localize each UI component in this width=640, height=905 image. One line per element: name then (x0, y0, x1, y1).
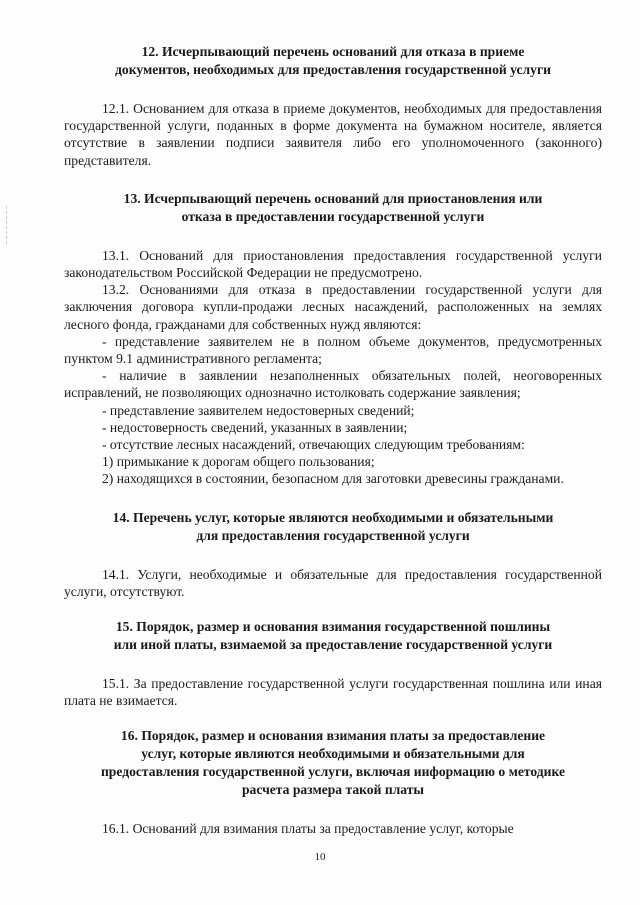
list-item: 2) находящихся в состоянии, безопасном для заготовки древесины гражданами. (102, 471, 564, 487)
heading-line: документов, необходимых для предоставления государственной услуги (115, 62, 551, 77)
section-15-heading (64, 618, 602, 654)
list-item: 1) примыкание к дорогам общего пользования; (102, 454, 375, 470)
list-item: - отсутствие лесных насаждений, отвечающих следующим требованиям: (102, 437, 525, 453)
paragraph-13-2: 13.2. Основаниями для отказа в предоставлении государственной услуги для заключения договора купли-продажи лесных насаждений, расположенных на землях лесного фонда, гражданами для собственных нужд являются: (64, 282, 602, 332)
heading-line: расчета размера такой платы (241, 782, 425, 798)
paragraph-16-1: 16.1. Оснований для взимания платы за предоставление услуг, которые (102, 821, 514, 837)
paragraph-14-1: 14.1. Услуги, необходимые и обязательные для предоставления государственной услуги, отсутствуют. (64, 566, 602, 599)
heading-line: отказа в предоставлении государственной услуги (181, 208, 485, 224)
heading-line: предоставления государственной услуги, включая информацию о методике (100, 764, 566, 780)
paragraph-12-1: 12.1. Основанием для отказа в приеме документов, необходимых для предоставления государственной услуги, поданных в форме документа на бумажном носителе, является отсутствие в заявлении подписи заявителя либо его уполномоченного (законного) представителя. (64, 101, 602, 168)
page-number: 10 (314, 851, 326, 863)
section-12-heading (64, 43, 602, 79)
heading-line: 14. Перечень услуг, которые являются необходимыми и обязательными (112, 509, 554, 525)
binding-margin-mark (6, 206, 8, 244)
section-13-heading (64, 190, 602, 226)
heading-line: или иной платы, взимаемой за предоставление государственной услуги (113, 637, 553, 653)
heading-line: 16. Порядок, размер и основания взимания платы за предоставление (120, 728, 546, 744)
heading-line: для предоставления государственной услуги (196, 527, 470, 543)
paragraph-13-1: 13.1. Оснований для приостановления предоставления государственной услуги законодательством Российской Федерации не предусмотрено. (64, 247, 602, 281)
heading-line: услуг, которые являются необходимыми и обязательными для (141, 746, 525, 762)
list-item: - представление заявителем недостоверных сведений; (102, 402, 415, 418)
list-item: - наличие в заявлении незаполненных обязательных полей, неоговоренных исправлений, не позволяющих однозначно истолковать содержание заявления; (64, 368, 602, 401)
section-16-heading (64, 727, 602, 799)
page-content (64, 43, 602, 838)
heading-line: 13. Исчерпывающий перечень оснований для приостановления или (123, 190, 543, 206)
heading-line: 15. Порядок, размер и основания взимания государственной пошлины (115, 619, 551, 635)
list-item: - недостоверность сведений, указанных в заявлении; (102, 419, 408, 435)
section-14-heading (64, 509, 602, 545)
list-item: - представление заявителем не в полном объеме документов, предусмотренных пунктом 9.1 административного регламента; (64, 333, 602, 367)
heading-line: 12. Исчерпывающий перечень оснований для отказа в приеме (141, 44, 525, 59)
paragraph-15-1: 15.1. За предоставление государственной услуги государственная пошлина или иная плата не взимается. (64, 676, 602, 709)
